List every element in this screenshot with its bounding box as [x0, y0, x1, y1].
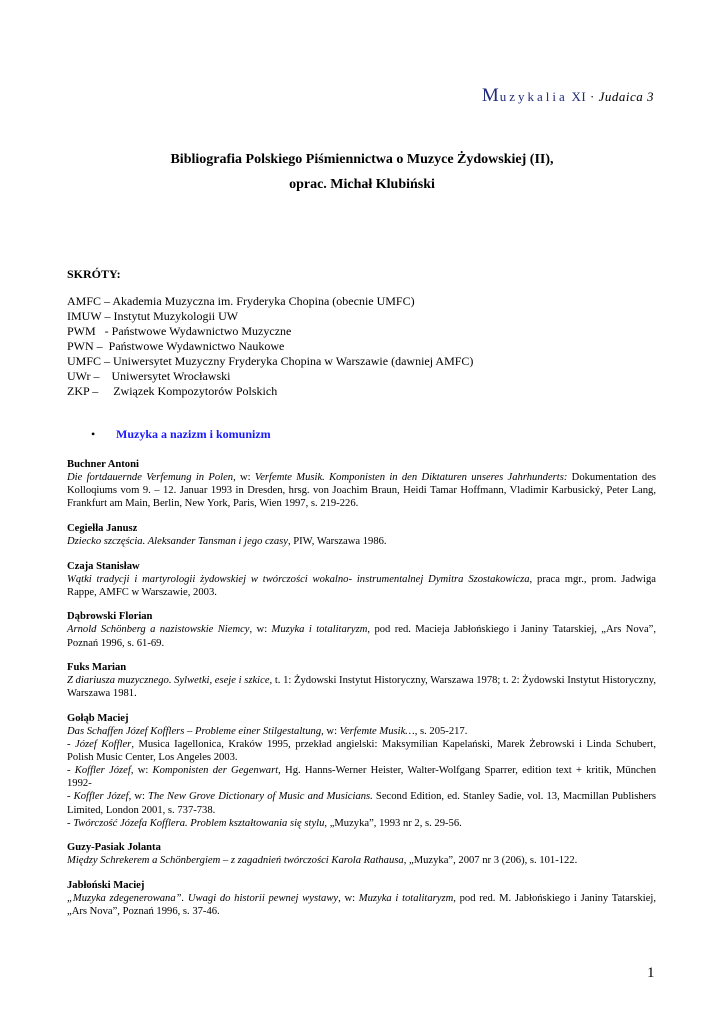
journal-subtitle: Judaica 3: [598, 89, 654, 104]
reference-text: , PIW, Warszawa 1986.: [287, 535, 387, 547]
page-number: 1: [647, 965, 655, 981]
reference-title: „Muzyka zdegenerowana”. Uwagi do historii pewnej wystawy: [67, 893, 339, 905]
title-line-2: oprac. Michał Klubiński: [289, 177, 435, 192]
reference-title: Koffler Józef: [73, 791, 129, 803]
entry-author: Gołąb Maciej: [67, 712, 129, 724]
reference-text: , w:: [233, 472, 255, 484]
abbreviation-item: UWr – Uniwersytet Wrocławski: [67, 369, 231, 383]
reference-text: , Musica Iagellonica, Kraków 1995, przekład angielski: Maksymilian Kapelański, Marek Żebrowski i Linda Schubert, Polish Music Center, Los Angeles 2003.: [67, 739, 656, 764]
reference-text: , pod red. Macieja Jabłońskiego i Janiny Tatarskiej, „Ars Nova”, Poznań 1996, s. 61-69.: [67, 624, 656, 649]
reference-text: -: [67, 765, 75, 777]
volume-number: XI: [571, 89, 587, 104]
reference-title: Wątki tradycji i martyrologii żydowskiej w twórczości wokalno- instrumentalnej Dymitra Szostakowicza: [67, 573, 530, 585]
abbreviation-item: PWM - Państwowe Wydawnictwo Muzyczne: [67, 324, 292, 338]
reference-title: Z diariusza muzycznego. Sylwetki, eseje i szkice: [67, 675, 270, 687]
reference-title: Dziecko szczęścia. Aleksander Tansman i jego czasy: [67, 535, 288, 547]
reference-title: Das Schaffen Józef Kofflers – Probleme einer Stilgestaltung: [67, 726, 322, 737]
abbreviations-heading: SKRÓTY:: [67, 267, 121, 281]
bibliography-entry: [67, 879, 656, 918]
reference-title: Komponisten der Gegenwart,: [152, 765, 281, 777]
reference-text: -: [67, 739, 76, 751]
reference-text: -: [67, 817, 74, 829]
reference-text: -: [67, 791, 74, 803]
reference-title: Między Schrekerem a Schönbergiem – z zagadnień twórczości Karola Rathausa: [67, 855, 404, 867]
section-heading: [91, 427, 271, 442]
entry-author: Jabłoński Maciej: [67, 879, 145, 891]
section-title: Muzyka a nazizm i komunizm: [116, 427, 271, 441]
reference-text: , t. 1: Żydowski Instytut Historyczny, Warszawa 1978; t. 2: Żydowski Instytut Historyczny, Warszawa 1981.: [67, 675, 657, 700]
entry-reference: [67, 674, 656, 700]
bibliography-entry: [67, 458, 656, 510]
document-title: [0, 147, 724, 197]
entry-reference: [67, 623, 656, 649]
entry-reference: [67, 790, 656, 816]
reference-title: Muzyka i totalitaryzm: [358, 893, 454, 905]
reference-title: Arnold Schönberg a nazistowskie Niemcy: [67, 624, 250, 636]
reference-text: , s. 205-217.: [414, 726, 468, 737]
reference-text: , w:: [128, 791, 149, 803]
abbreviation-item: AMFC – Akademia Muzyczna im. Fryderyka Chopina (obecnie UMFC): [67, 294, 415, 308]
bibliography-entry: [67, 661, 656, 700]
reference-text: Dokumentation des Kolloqiums vom 9. – 12. Januar 1993 in Dresden, hrsg. von Joachim Braun, Heidi Tamar Hoffmann, Vladimir Karbusický, Peter Lang, Frankfurt am Main, Berlin, New York, Paris, Wien 1997, s. 219-226.: [67, 472, 656, 510]
bibliography-entry: [67, 522, 656, 548]
reference-title: Koffler Józef: [74, 765, 131, 777]
reference-text: , praca mgr., prom. Jadwiga Rappe, AMFC w Warszawie, 2003.: [67, 573, 656, 598]
bullet-icon: •: [91, 427, 96, 441]
abbreviation-item: UMFC – Uniwersytet Muzyczny Fryderyka Chopina w Warszawie (dawniej AMFC): [67, 354, 474, 368]
bibliography-entry: [67, 841, 656, 867]
bibliography-entry: [67, 560, 656, 599]
entry-reference: [67, 854, 656, 867]
entry-reference: [67, 573, 656, 599]
entry-reference: [67, 471, 656, 510]
reference-title: The New Grove Dictionary of Music and Musicians.: [148, 791, 373, 803]
reference-text: , „Muzyka”, 1993 nr 2, s. 29-56.: [324, 817, 462, 829]
entry-author: Cegiełła Janusz: [67, 522, 138, 534]
reference-text: , w:: [338, 893, 359, 905]
journal-brand: Muzykalia: [481, 85, 568, 106]
entry-reference: [67, 738, 656, 764]
reference-text: , w:: [130, 765, 153, 777]
title-line-1: Bibliografia Polskiego Piśmiennictwa o Muzyce Żydowskiej (II),: [170, 152, 554, 167]
reference-title: Muzyka i totalitaryzm: [271, 624, 368, 636]
reference-text: , „Muzyka”, 2007 nr 3 (206), s. 101-122.: [403, 855, 578, 867]
bibliography-entries: [67, 458, 656, 930]
bibliography-entry: [67, 712, 656, 830]
reference-text: , w:: [321, 726, 340, 737]
entry-reference: [67, 817, 656, 830]
reference-title: Verfemte Musik. Komponisten in den Diktaturen unseres Jahrhunderts:: [254, 472, 568, 484]
reference-text: Hg. Hanns-Werner Heister, Walter-Wolfgang Sparrer, edition text + kritik, München 1992-: [67, 765, 657, 790]
reference-title: Józef Koffler: [75, 739, 132, 751]
bibliography-entry: [67, 610, 656, 649]
entry-author: Guzy-Pasiak Jolanta: [67, 842, 161, 854]
header-separator: ·: [590, 89, 595, 104]
entry-reference: [67, 535, 656, 548]
running-header: [482, 85, 654, 107]
reference-text: , pod red. M. Jabłońskiego i Janiny Tatarskiej, „Ars Nova”, Poznań 1996, s. 37-46.: [67, 893, 657, 918]
abbreviation-item: ZKP – Związek Kompozytorów Polskich: [67, 384, 278, 398]
entry-reference: [67, 892, 656, 918]
reference-title: Die fortdauernde Verfemung in Polen: [67, 472, 234, 484]
entry-reference: [67, 764, 656, 790]
entry-author: Buchner Antoni: [67, 459, 139, 470]
reference-title: Twórczość Józefa Kofflera. Problem kształtowania się stylu: [73, 817, 325, 829]
reference-title: Verfemte Musik…: [339, 726, 415, 737]
entry-author: Fuks Marian: [67, 662, 127, 674]
abbreviation-item: IMUW – Instytut Muzykologii UW: [67, 309, 239, 323]
entry-author: Czaja Stanisław: [67, 560, 140, 572]
abbreviations-list: [67, 294, 473, 399]
reference-text: Second Edition, ed. Stanley Sadie, vol. 13, Macmillan Publishers Limited, London 2001, s. 737-738.: [67, 791, 656, 816]
abbreviation-item: PWN – Państwowe Wydawnictwo Naukowe: [67, 339, 285, 353]
reference-text: , w:: [249, 624, 272, 636]
entry-author: Dąbrowski Florian: [67, 611, 153, 623]
entry-reference: [67, 725, 656, 738]
